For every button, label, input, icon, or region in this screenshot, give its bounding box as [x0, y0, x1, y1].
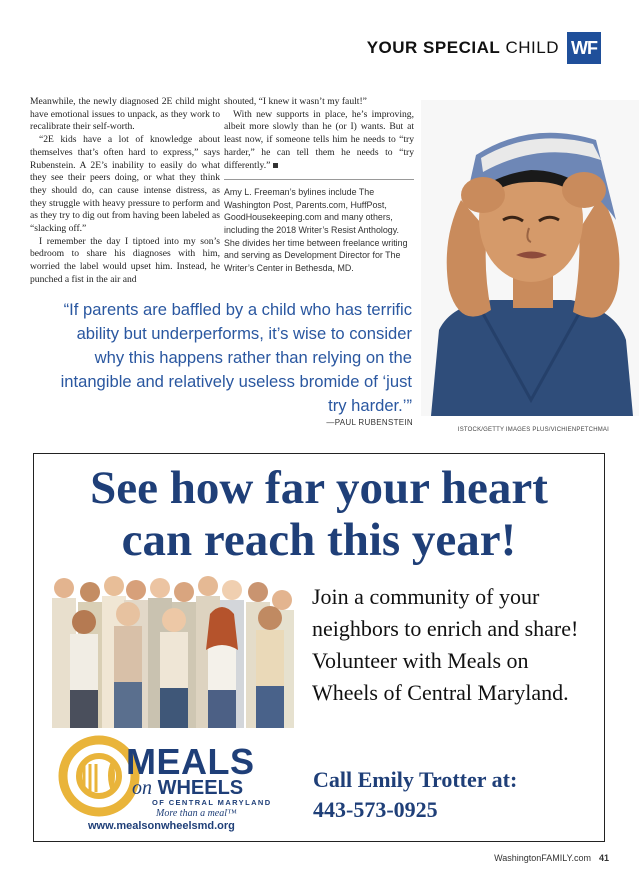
paragraph: “2E kids have a lot of knowledge about themselves that’s often hard to express,” says Rubenstein. A 2E’s inability to easily do what they see their peers doing, or what they think they should do, can cause intense distress, as they struggle with heavy pressure to perform and as they try to dig out from having been labeled as “slacking off.” [30, 134, 220, 235]
logo-tagline: More than a meal™ [156, 808, 237, 819]
section-title: YOUR SPECIAL CHILD [366, 38, 559, 57]
paragraph: shouted, “I knew it wasn’t my fault!” [224, 96, 367, 107]
paragraph: I remember the day I tiptoed into my son’s bedroom to share his diagnoses with him, worried the label would upset him. Instead, he punched a fist in the air and [30, 235, 220, 285]
author-bio: Amy L. Freeman’s bylines include The Washington Post, Parents.com, HuffPost, GoodHousekeeping.com and many others, including the 2018 Writer’s Resist Anthology. She divides her time between freelance writing and serving as Development Director for The Writer’s Center in Bethesda, MD. [224, 187, 408, 273]
ad-website-link[interactable]: www.mealsonwheelsmd.org [88, 820, 235, 832]
ad-phone-number[interactable]: 443-573-0925 [313, 797, 438, 822]
quote-attribution: —PAUL RUBENSTEIN [326, 418, 413, 427]
meals-on-wheels-ad [33, 453, 605, 842]
volunteers-group-photo [44, 570, 306, 728]
article-column-1 [30, 96, 220, 287]
end-mark-icon [273, 163, 278, 168]
wf-logo: WF [567, 32, 601, 64]
section-header [367, 32, 601, 64]
logo-meals-text: MEALS [126, 741, 255, 782]
ad-body-text: Join a community of your neighbors to enrich and share! Volunteer with Meals on Wheels of Central Maryland. [312, 584, 579, 705]
ad-call-line: Call Emily Trotter at: [313, 767, 518, 792]
footer-site: WashingtonFAMILY.com [494, 853, 591, 863]
divider [224, 179, 414, 180]
logo-region-text: OF CENTRAL MARYLAND [152, 798, 272, 807]
page-footer [494, 853, 609, 863]
article-column-2 [224, 96, 414, 274]
page-number: 41 [598, 853, 609, 863]
pull-quote: “If parents are baffled by a child who has terrific ability but underperforms, it’s wise to consider why this happens rather than relying on the intangible and relatively useless bromide of ‘just try harder.’” [60, 300, 412, 415]
logo-onwheels-text: on WHEELS [132, 777, 244, 799]
photo-credit: ISTOCK/GETTY IMAGES PLUS/VICHIENPETCHMAI [457, 427, 609, 433]
ad-headline: See how far your heart can reach this year! [90, 462, 548, 566]
paragraph: Meanwhile, the newly diagnosed 2E child might have emotional issues to unpack, as they work to recalibrate their self-worth. [30, 96, 220, 133]
ad-contact [313, 765, 517, 825]
boy-with-book-photo [421, 100, 639, 416]
paragraph: With new supports in place, he’s improving, albeit more slowly than he (or I) wants. But at least now, if someone tells him he needs to “try harder,” he can tell them he needs to “try differently.” [224, 108, 414, 171]
